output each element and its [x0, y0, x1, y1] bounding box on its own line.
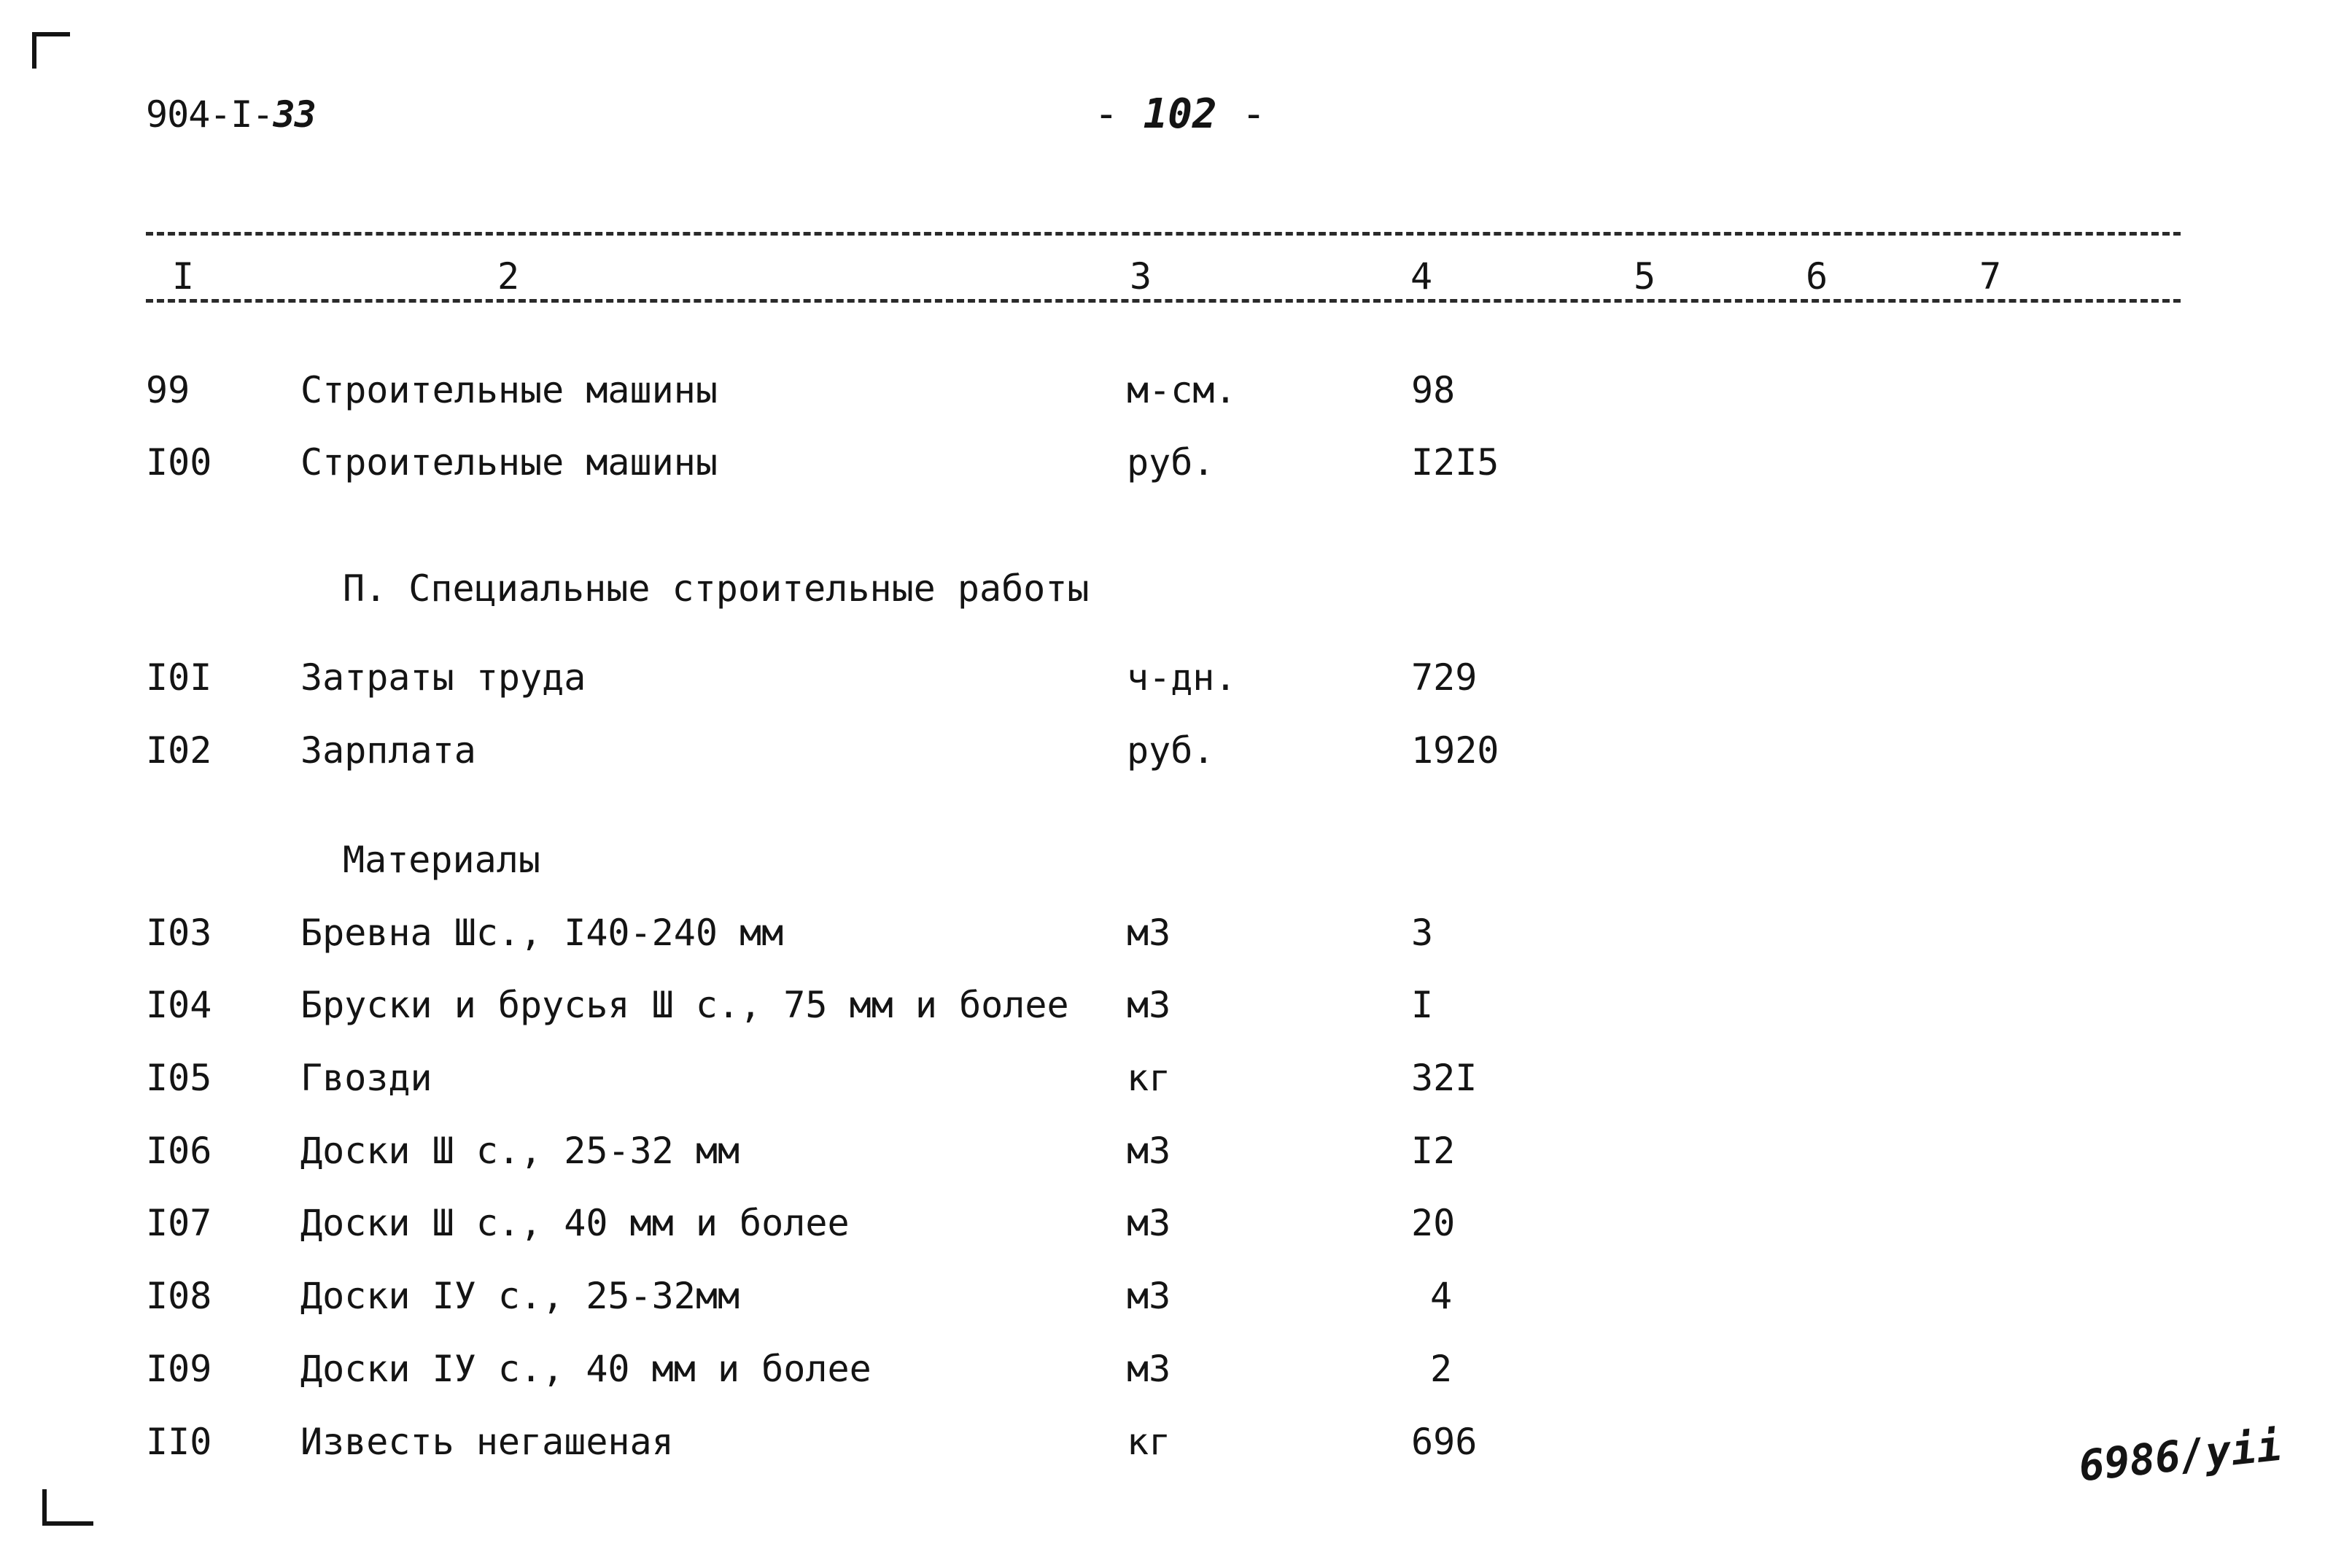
document-code-typed: 904-I-: [146, 93, 273, 136]
column-number-4: 4: [1408, 255, 1435, 298]
row-quantity: 20: [1411, 1202, 1456, 1244]
document-code: [146, 93, 316, 136]
row-name: Затраты труда: [300, 656, 586, 699]
row-unit: м3: [1127, 912, 1171, 954]
materials-title: Материалы: [343, 839, 540, 881]
row-number: I04: [146, 984, 212, 1026]
row-name: Бруски и брусья Ш с., 75 мм и более: [300, 984, 1069, 1026]
page-number: [1094, 90, 1266, 138]
row-unit: м3: [1127, 1275, 1171, 1317]
section-title: П. Специальные строительные работы: [343, 567, 1090, 610]
row-unit: руб.: [1127, 729, 1215, 772]
row-quantity: 729: [1411, 656, 1478, 699]
page-number-dash-left: -: [1094, 90, 1144, 138]
row-unit: м3: [1127, 1130, 1171, 1172]
column-number-7: 7: [1976, 255, 2004, 298]
row-name: Бревна Шс., I40-240 мм: [300, 912, 784, 954]
table-header-rule: [146, 299, 2181, 303]
row-name: Известь негашеная: [300, 1421, 674, 1463]
row-name: Зарплата: [300, 729, 476, 772]
table-top-rule: [146, 232, 2181, 236]
row-number: I08: [146, 1275, 212, 1317]
row-number: I0I: [146, 656, 212, 699]
document-code-handwritten: 33: [273, 93, 316, 136]
row-number: I07: [146, 1202, 212, 1244]
row-quantity: 3: [1411, 912, 1434, 954]
row-quantity: 4: [1430, 1275, 1453, 1317]
row-number: I06: [146, 1130, 212, 1172]
row-number: I00: [146, 441, 212, 484]
row-quantity: 98: [1411, 369, 1456, 411]
row-unit: ч-дн.: [1127, 656, 1237, 699]
row-name: Доски IУ с., 25-32мм: [300, 1275, 740, 1317]
row-number: I05: [146, 1057, 212, 1099]
column-number-3: 3: [1127, 255, 1154, 298]
row-quantity: I2I5: [1411, 441, 1499, 484]
row-name: Гвозди: [300, 1057, 432, 1099]
page-number-dash-right: -: [1216, 90, 1267, 138]
row-name: Строительные машины: [300, 441, 718, 484]
corner-mark-bottom-left: [42, 1489, 93, 1526]
row-unit: м3: [1127, 984, 1171, 1026]
row-quantity: I: [1411, 984, 1434, 1026]
row-name: Строительные машины: [300, 369, 718, 411]
row-unit: м3: [1127, 1348, 1171, 1390]
row-number: I09: [146, 1348, 212, 1390]
row-quantity: 32I: [1411, 1057, 1478, 1099]
row-unit: кг: [1127, 1057, 1171, 1099]
corner-mark-top-left: [32, 32, 70, 69]
row-name: Доски Ш с., 25-32 мм: [300, 1130, 740, 1172]
column-number-2: 2: [494, 255, 522, 298]
row-unit: кг: [1127, 1421, 1171, 1463]
column-number-6: 6: [1803, 255, 1831, 298]
row-unit: м-см.: [1127, 369, 1237, 411]
row-unit: м3: [1127, 1202, 1171, 1244]
page-number-value: 102: [1143, 90, 1217, 138]
row-quantity: 2: [1430, 1348, 1453, 1390]
row-name: Доски Ш с., 40 мм и более: [300, 1202, 850, 1244]
row-quantity: 696: [1411, 1421, 1478, 1463]
column-number-1: I: [169, 255, 197, 298]
row-quantity: I2: [1411, 1130, 1456, 1172]
row-number: I02: [146, 729, 212, 772]
row-quantity: 1920: [1411, 729, 1499, 772]
row-unit: руб.: [1127, 441, 1215, 484]
row-number: II0: [146, 1421, 212, 1463]
column-number-5: 5: [1631, 255, 1658, 298]
row-number: 99: [146, 369, 190, 411]
archive-stamp: 6986/уіі: [2076, 1420, 2285, 1491]
row-number: I03: [146, 912, 212, 954]
row-name: Доски IУ с., 40 мм и более: [300, 1348, 872, 1390]
